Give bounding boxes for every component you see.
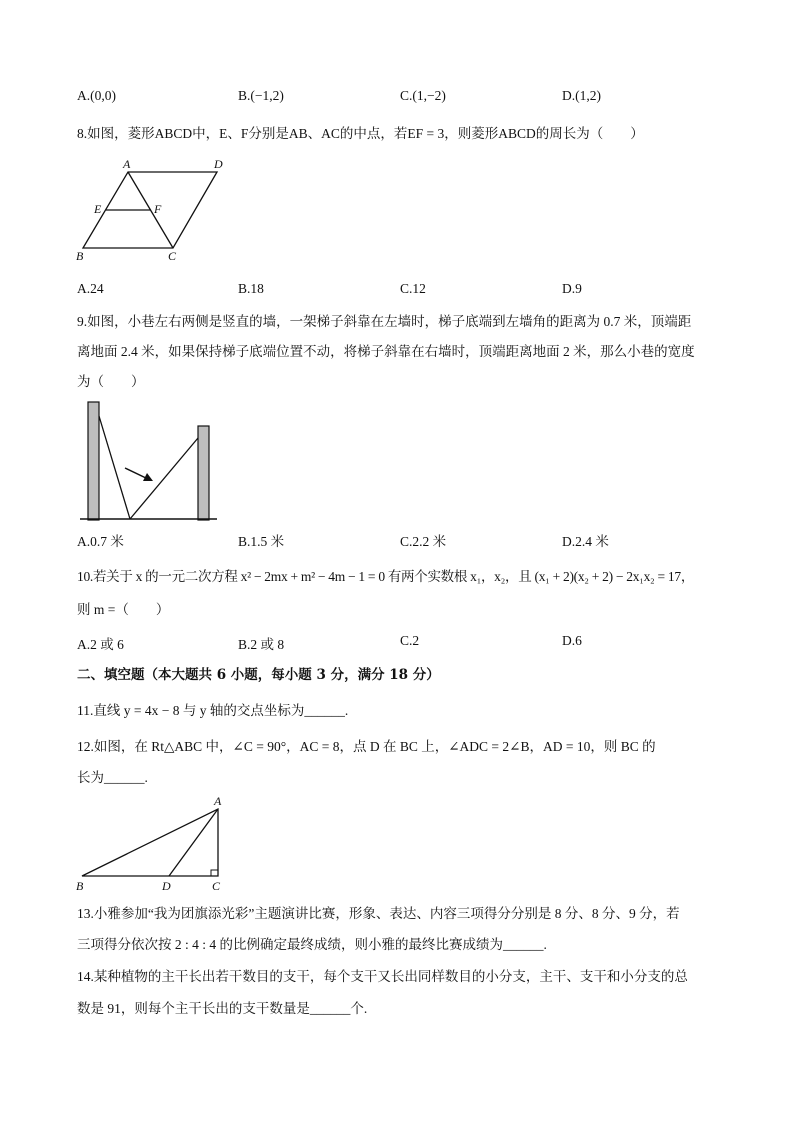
rhombus-figure	[75, 155, 235, 265]
label-c: C	[168, 249, 177, 263]
q8-option-b: B.18	[238, 281, 264, 296]
q8-option-d: D.9	[562, 281, 582, 296]
q9-stem-line1: 9.如图，小巷左右两侧是竖直的墙，一架梯子斜靠在左墙时，梯子底端到左墙角的距离为 0.7 米，顶端距	[77, 314, 692, 329]
q14-stem-line1: 14.某种植物的主干长出若干数目的支干，每个支干又长出同样数目的小分支，主干、支干和小分支的总	[77, 969, 688, 984]
section-heading-fill-in: 二、填空题（本大题共 6 小题，每小题 3 分，满分 18 分）	[77, 667, 440, 683]
label-b: B	[76, 879, 84, 893]
q7-option-b: B.(−1,2)	[238, 88, 284, 103]
q7-option-a: A.(0,0)	[77, 88, 116, 103]
q7-option-d: D.(1,2)	[562, 88, 601, 103]
label-c: C	[212, 879, 221, 893]
ladder-figure	[75, 400, 225, 524]
q10-option-d: D.6	[562, 633, 582, 648]
q11-stem: 11.直线 y = 4x − 8 与 y 轴的交点坐标为______.	[77, 703, 349, 718]
label-e: E	[94, 202, 102, 216]
q10-option-c: C.2	[400, 633, 420, 648]
label-a: A	[214, 794, 222, 808]
q9-option-c: C.2.2 米	[400, 534, 447, 549]
q10-stem-line1: 10.若关于 x 的一元二次方程 x² − 2mx + m² − 4m − 1 = 0 有两个实数根 x₁，x₂，且 (x₁ + 2)(x₂ + 2) − 2x₁x₂ = 17，	[77, 569, 695, 584]
label-f: F	[154, 202, 162, 216]
q9-option-d: D.2.4 米	[562, 534, 609, 549]
left-wall	[88, 402, 99, 520]
q9-option-b: B.1.5 米	[238, 534, 285, 549]
q10-stem-line2: 则 m =（ ）	[77, 602, 170, 617]
q13-stem-line1: 13.小雅参加“我为团旗添光彩”主题演讲比赛，形象、表达、内容三项得分分别是 8 分、8 分、9 分，若	[77, 906, 680, 921]
arrow-shaft	[125, 468, 148, 479]
q8-stem: 8.如图，菱形ABCD中，E、F分别是AB、AC的中点，若EF = 3，则菱形ABCD的周长为（ ）	[77, 126, 644, 141]
ladder-right	[130, 438, 198, 519]
q7-option-c: C.(1,−2)	[400, 88, 446, 103]
q13-stem-line2: 三项得分依次按 2 : 4 : 4 的比例确定最终成绩，则小雅的最终比赛成绩为______.	[77, 937, 547, 952]
q12-stem-line1: 12.如图，在 Rt△ABC 中，∠C = 90°，AC = 8，点 D 在 BC 上，∠ADC = 2∠B，AD = 10，则 BC 的	[77, 739, 656, 754]
q10-option-a: A.2 或 6	[77, 637, 124, 652]
label-d: D	[162, 879, 171, 893]
right-wall	[198, 426, 209, 520]
q8-option-a: A.24	[77, 281, 104, 296]
label-b: B	[76, 249, 84, 263]
q9-stem-line3: 为（ ）	[77, 374, 145, 389]
q9-option-a: A.0.7 米	[77, 534, 124, 549]
q9-stem-line2: 离地面 2.4 米，如果保持梯子底端位置不动，将梯子斜靠在右墙时，顶端距离地面 2 米，那么小巷的宽度	[77, 344, 695, 359]
q8-option-c: C.12	[400, 281, 426, 296]
label-a: A	[123, 157, 131, 171]
q10-option-b: B.2 或 8	[238, 637, 285, 652]
q12-stem-line2: 长为______.	[77, 770, 148, 785]
q14-stem-line2: 数是 91，则每个主干长出的支干数量是______个.	[77, 1001, 368, 1016]
label-d: D	[214, 157, 223, 171]
right-triangle-figure	[74, 792, 234, 894]
